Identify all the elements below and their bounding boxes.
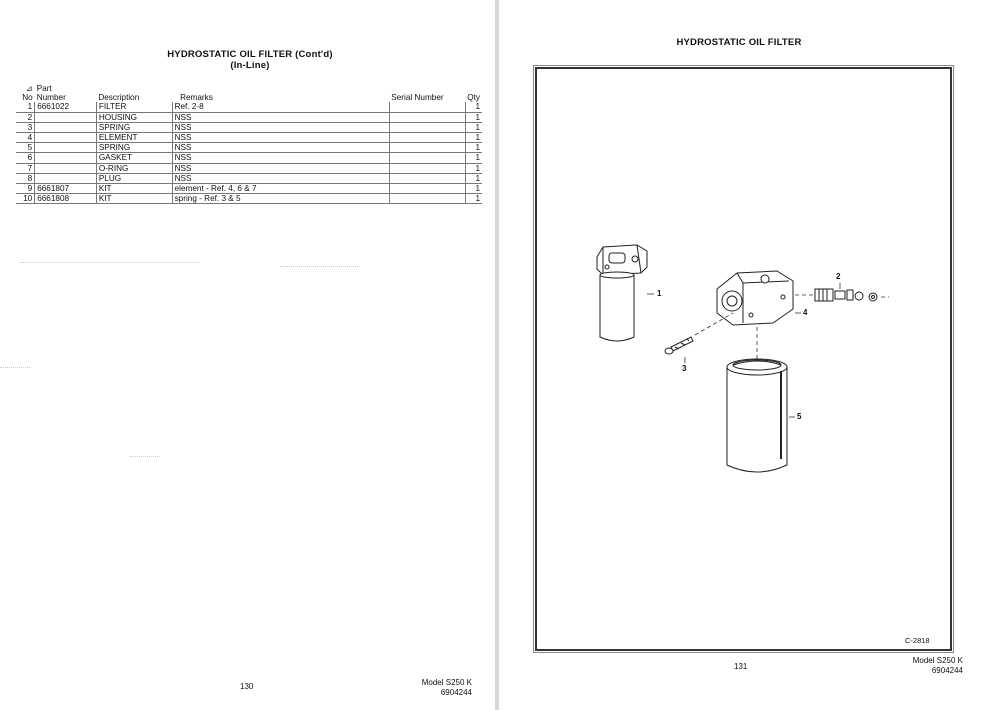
- callout-1: 1: [657, 289, 662, 298]
- table-row: [16, 102, 482, 112]
- cell-no: 7: [16, 163, 35, 173]
- cell-description: FILTER: [96, 102, 172, 112]
- cell-no: 5: [16, 143, 35, 153]
- cell-part-number: [35, 132, 97, 142]
- cell-part-number: [35, 122, 97, 132]
- parts-table-body: [16, 102, 482, 203]
- scan-artifact: [20, 262, 200, 263]
- page-number: 131: [734, 662, 748, 671]
- cell-remarks: NSS: [172, 163, 389, 173]
- cell-part-number: [35, 173, 97, 183]
- cell-serial: [389, 102, 465, 112]
- table-row: [16, 183, 482, 193]
- filter-assembly: [597, 245, 647, 341]
- model-text: Model S250 K: [912, 656, 963, 665]
- part-header-top: Part: [36, 84, 52, 94]
- cell-qty: 1: [465, 194, 482, 204]
- cell-qty: 1: [465, 183, 482, 193]
- remarks-header: Remarks: [180, 93, 213, 103]
- cell-qty: 1: [465, 102, 482, 112]
- cell-description: KIT: [96, 194, 172, 204]
- description-header: Description: [98, 93, 140, 103]
- parts-table: [16, 84, 482, 204]
- cell-remarks: spring - Ref. 3 & 5: [172, 194, 389, 204]
- scan-artifact: [280, 266, 360, 267]
- doc-number: 6904244: [440, 688, 472, 697]
- cell-no: 1: [16, 102, 35, 112]
- cell-remarks: NSS: [172, 143, 389, 153]
- cell-qty: 1: [465, 143, 482, 153]
- table-row: [16, 163, 482, 173]
- table-header-row: [16, 93, 482, 102]
- page-title: [130, 49, 370, 71]
- drawing-frame: [535, 67, 952, 651]
- cell-description: GASKET: [96, 153, 172, 163]
- cell-description: SPRING: [96, 122, 172, 132]
- cell-no: 8: [16, 173, 35, 183]
- cell-serial: [389, 163, 465, 173]
- cell-remarks: Ref. 2-8: [172, 102, 389, 112]
- part-number-header: Number: [36, 93, 66, 103]
- cell-no: 6: [16, 153, 35, 163]
- figure-id: C-2818: [905, 636, 930, 645]
- plug-parts: [815, 289, 877, 301]
- cell-remarks: NSS: [172, 112, 389, 122]
- table-row: [16, 112, 482, 122]
- cell-description: O-RING: [96, 163, 172, 173]
- cell-part-number: [35, 143, 97, 153]
- cell-remarks: NSS: [172, 153, 389, 163]
- callout-5: 5: [797, 412, 802, 421]
- table-row: [16, 132, 482, 142]
- cell-remarks: NSS: [172, 132, 389, 142]
- cell-qty: 1: [465, 122, 482, 132]
- cell-remarks: NSS: [172, 122, 389, 132]
- exploded-view-drawing: [537, 69, 950, 649]
- left-page: [0, 0, 495, 710]
- cell-serial: [389, 132, 465, 142]
- callout-3: 3: [682, 364, 687, 373]
- serial-number-header: Serial Number: [391, 93, 444, 103]
- table-header-row-top: [16, 84, 482, 93]
- cell-serial: [389, 153, 465, 163]
- cell-remarks: NSS: [172, 173, 389, 183]
- cell-no: 4: [16, 132, 35, 142]
- bolt-part: [665, 337, 693, 354]
- model-footer: [899, 656, 963, 676]
- cell-no: 10: [16, 194, 35, 204]
- cell-description: PLUG: [96, 173, 172, 183]
- model-text: Model S250 K: [421, 678, 472, 687]
- cell-part-number: [35, 112, 97, 122]
- cell-serial: [389, 173, 465, 183]
- model-footer: [410, 678, 472, 698]
- no-header: No: [22, 93, 33, 103]
- cell-part-number: 6661022: [35, 102, 97, 112]
- table-row: [16, 143, 482, 153]
- cell-description: SPRING: [96, 143, 172, 153]
- callout-4: 4: [803, 308, 808, 317]
- table-row: [16, 194, 482, 204]
- cell-qty: 1: [465, 112, 482, 122]
- callout-2: 2: [836, 272, 841, 281]
- table-row: [16, 173, 482, 183]
- cell-qty: 1: [465, 153, 482, 163]
- cell-no: 3: [16, 122, 35, 132]
- cell-remarks: element - Ref. 4, 6 & 7: [172, 183, 389, 193]
- qty-header: Qty: [467, 93, 480, 103]
- cell-part-number: [35, 163, 97, 173]
- table-row: [16, 153, 482, 163]
- cell-serial: [389, 183, 465, 193]
- cell-serial: [389, 143, 465, 153]
- cell-qty: 1: [465, 132, 482, 142]
- title-text: HYDROSTATIC OIL FILTER (Cont'd): [167, 49, 333, 60]
- cell-qty: 1: [465, 173, 482, 183]
- scan-artifact: [0, 367, 30, 368]
- page-title: HYDROSTATIC OIL FILTER: [676, 37, 802, 48]
- cell-description: HOUSING: [96, 112, 172, 122]
- subtitle-text: (In-Line): [230, 60, 270, 71]
- cell-serial: [389, 122, 465, 132]
- table-row: [16, 122, 482, 132]
- doc-number: 6904244: [931, 666, 963, 675]
- cell-qty: 1: [465, 163, 482, 173]
- cell-part-number: 6661807: [35, 183, 97, 193]
- scan-artifact: [130, 456, 160, 457]
- page-number: 130: [240, 682, 254, 691]
- cell-part-number: 6661808: [35, 194, 97, 204]
- cell-description: ELEMENT: [96, 132, 172, 142]
- cell-serial: [389, 194, 465, 204]
- filter-head: [717, 271, 793, 325]
- ref-mark-header: ⊿: [25, 84, 33, 94]
- cell-no: 2: [16, 112, 35, 122]
- cell-part-number: [35, 153, 97, 163]
- filter-element: [727, 359, 787, 472]
- cell-serial: [389, 112, 465, 122]
- right-page: [499, 0, 1002, 710]
- cell-description: KIT: [96, 183, 172, 193]
- cell-no: 9: [16, 183, 35, 193]
